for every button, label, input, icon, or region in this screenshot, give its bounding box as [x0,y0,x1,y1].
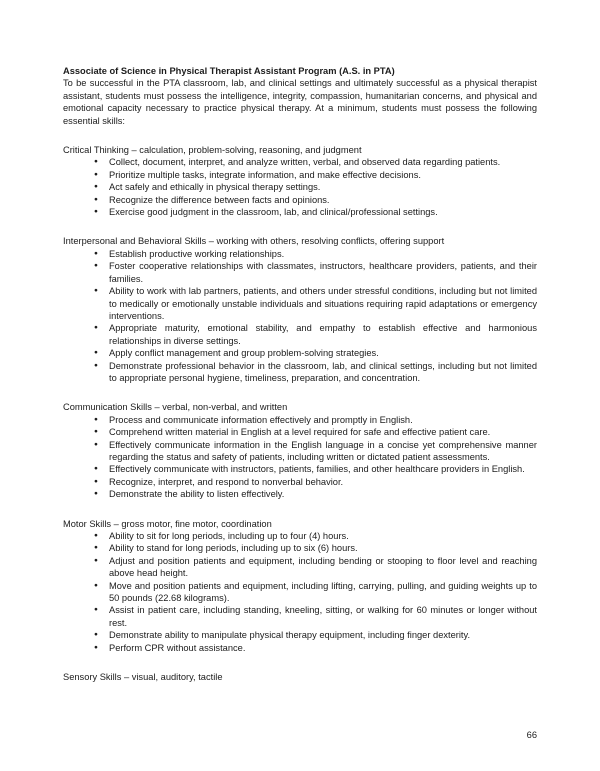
bullet-item [63,156,537,168]
bullet-icon: ● [94,287,98,295]
bullet-item [63,347,537,359]
bullet-item [63,426,537,438]
bullet-item [63,414,537,426]
bullet-list [63,414,537,501]
bullet-item [63,555,537,580]
skill-section [63,518,537,654]
bullet-icon: ● [94,477,98,485]
section-heading: Critical Thinking – calculation, problem-solving, reasoning, and judgment [63,145,362,156]
skill-section [63,235,537,384]
bullet-item [63,580,537,605]
bullet-text: Perform CPR without assistance. [109,642,246,653]
bullet-icon: ● [94,440,98,448]
bullet-text: Effectively communicate information in the English language in a concise yet comprehensive manner regarding the status and safety of patients, including written or dictated patient assessments. [109,439,537,462]
bullet-text: Foster cooperative relationships with classmates, instructors, healthcare providers, patients, and their families. [109,261,537,284]
bullet-icon: ● [94,428,98,436]
bullet-icon: ● [94,349,98,357]
bullet-item [63,642,537,654]
bullet-text: Ability to stand for long periods, including up to six (6) hours. [109,543,358,554]
bullet-item [63,604,537,629]
bullet-item [63,206,537,218]
bullet-icon: ● [94,183,98,191]
bullet-text: Adjust and position patients and equipment, including bending or stooping to floor level and reaching above head height. [109,555,537,579]
bullet-icon: ● [94,465,98,473]
bullet-icon: ● [94,490,98,498]
bullet-text: Move and position patients and equipment, including lifting, carrying, pulling, and guiding weights up to 50 pounds (22.68 kilograms). [109,580,537,604]
bullet-item [63,463,537,475]
bullet-item [63,488,537,500]
bullet-icon: ● [94,631,98,639]
bullet-item [63,181,537,193]
bullet-text: Assist in patient care, including standing, kneeling, sitting, or walking for 60 minutes or longer without rest. [109,605,537,628]
bullet-item [63,194,537,206]
bullet-text: Establish productive working relationships. [109,248,285,259]
bullet-text: Appropriate maturity, emotional stability, and empathy to establish effective and harmonious relationships in diverse settings. [109,323,537,346]
bullet-text: Apply conflict management and group problem-solving strategies. [109,348,379,359]
bullet-icon: ● [94,158,98,166]
bullet-icon: ● [94,544,98,552]
bullet-text: Recognize, interpret, and respond to nonverbal behavior. [109,476,344,487]
bullet-icon: ● [94,249,98,257]
bullet-item [63,285,537,322]
section-heading: Interpersonal and Behavioral Skills – working with others, resolving conflicts, offering support [63,236,445,247]
skill-section [63,401,537,500]
page-title: Associate of Science in Physical Therapist Assistant Program (A.S. in PTA) [63,66,395,76]
section-heading: Communication Skills – verbal, non-verbal, and written [63,402,288,413]
bullet-text: Demonstrate the ability to listen effectively. [109,489,285,500]
bullet-item [63,476,537,488]
bullet-list [63,248,537,384]
bullet-text: Demonstrate ability to manipulate physical therapy equipment, including finger dexterity. [109,630,471,641]
bullet-icon: ● [94,606,98,614]
bullet-text: Prioritize multiple tasks, integrate information, and make effective decisions. [109,169,421,180]
bullet-item [63,542,537,554]
bullet-item [63,322,537,347]
sections [63,144,537,683]
section-heading: Sensory Skills – visual, auditory, tactile [63,672,223,683]
page-number: 66 [526,730,537,740]
skill-section [63,671,537,683]
bullet-icon: ● [94,643,98,651]
bullet-icon: ● [94,415,98,423]
bullet-text: Demonstrate professional behavior in the classroom, lab, and clinical settings, including but not limited to appropriate personal hygiene, timeliness, preparation, and concentration. [109,360,537,383]
bullet-item [63,260,537,285]
bullet-text: Exercise good judgment in the classroom, lab, and clinical/professional settings. [109,207,438,218]
section-heading: Motor Skills – gross motor, fine motor, coordination [63,518,272,529]
bullet-list [63,530,537,654]
bullet-icon: ● [94,532,98,539]
bullet-icon: ● [94,556,98,564]
bullet-text: Act safely and ethically in physical therapy settings. [109,182,321,193]
bullet-icon: ● [94,262,98,270]
bullet-text: Effectively communicate with instructors, patients, families, and other healthcare providers in English. [109,464,525,475]
bullet-text: Recognize the difference between facts and opinions. [109,194,330,205]
bullet-item [63,248,537,260]
bullet-item [63,629,537,641]
bullet-item [63,439,537,464]
bullet-icon: ● [94,208,98,216]
intro-paragraph: To be successful in the PTA classroom, lab, and clinical settings and ultimately successful as a physical therapist assistant, students must possess the intelligence, integrity, compassion, humanitarian concerns, and physical and emotional capacity necessary to practice physical therapy. At a minimum, students must possess the following essential skills: [63,78,537,126]
bullet-text: Process and communicate information effectively and promptly in English. [109,414,413,425]
bullet-item [63,360,537,385]
bullet-list [63,156,537,218]
skill-section [63,144,537,218]
bullet-text: Ability to work with lab partners, patients, and others under stressful conditions, including but not limited to medically or emotionally unstable individuals and situations requiring rapid adaptations or emergency interventions. [109,286,537,321]
bullet-item [63,169,537,181]
bullet-icon: ● [94,195,98,203]
bullet-text: Collect, document, interpret, and analyze written, verbal, and observed data regarding patients. [109,157,501,168]
bullet-text: Comprehend written material in English at a level required for safe and effective patient care. [109,427,491,438]
bullet-icon: ● [94,361,98,369]
bullet-icon: ● [94,581,98,589]
bullet-icon: ● [94,324,98,332]
bullet-icon: ● [94,170,98,178]
bullet-text: Ability to sit for long periods, including up to four (4) hours. [109,531,349,541]
bullet-item [63,530,537,542]
